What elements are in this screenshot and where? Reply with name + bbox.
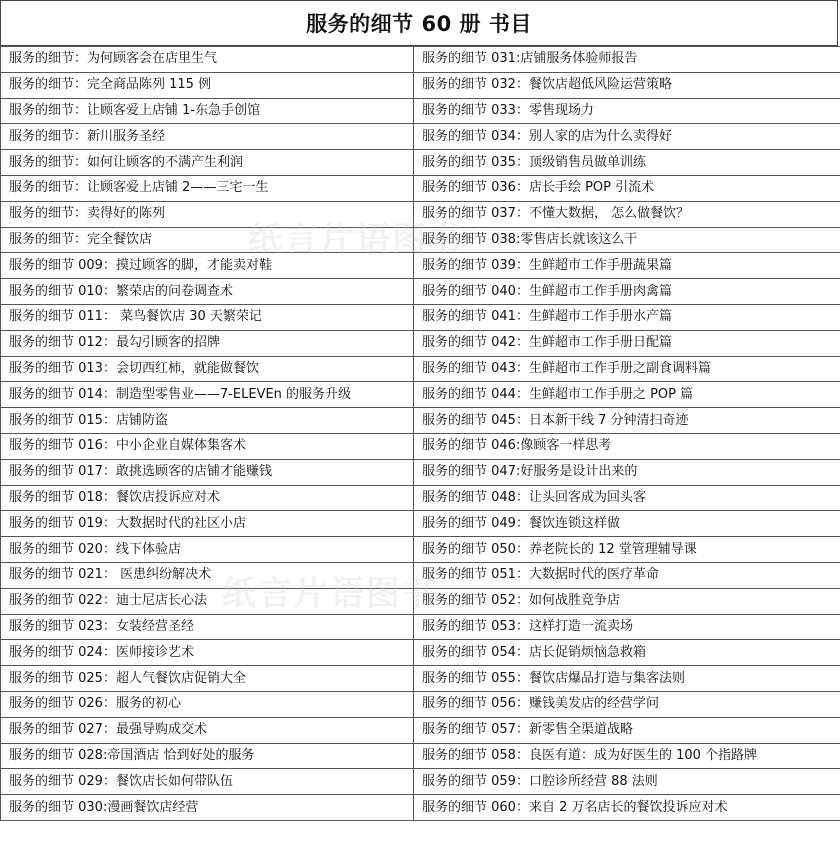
- table-row: [1, 666, 840, 692]
- table-row: [1, 124, 840, 150]
- page-title: 服务的细节 60 册 书目: [306, 12, 532, 36]
- book-title-left: 服务的细节 022：迪士尼店长心法: [1, 588, 414, 614]
- table-row: [1, 717, 840, 743]
- book-title-left: 服务的细节 030:漫画餐饮店经营: [1, 795, 414, 821]
- book-title-left: 服务的细节 015：店铺防盗: [1, 408, 414, 434]
- book-title-right: 服务的细节 045：日本新干线 7 分钟清扫奇迹: [414, 408, 840, 434]
- book-title-right: 服务的细节 054：店长促销烦恼急救箱: [414, 640, 840, 666]
- book-title-right: 服务的细节 053：这样打造一流卖场: [414, 614, 840, 640]
- book-title-right: 服务的细节 041：生鲜超市工作手册水产篇: [414, 304, 840, 330]
- book-title-right: 服务的细节 036：店长手绘 POP 引流术: [414, 175, 840, 201]
- book-title-left: 服务的细节：新川服务圣经: [1, 124, 414, 150]
- book-title-right: 服务的细节 037：不懂大数据， 怎么做餐饮？: [414, 201, 840, 227]
- table-row: [1, 72, 840, 98]
- table-row: [1, 769, 840, 795]
- table-row: [1, 485, 840, 511]
- table-row: [1, 408, 840, 434]
- book-title-left: 服务的细节 027：最强导购成交术: [1, 717, 414, 743]
- book-title-right: 服务的细节 056：赚钱美发店的经营学问: [414, 691, 840, 717]
- book-title-right: 服务的细节 039：生鲜超市工作手册蔬果篇: [414, 253, 840, 279]
- book-title-right: 服务的细节 044：生鲜超市工作手册之 POP 篇: [414, 382, 840, 408]
- table-row: [1, 279, 840, 305]
- table-row: [1, 253, 840, 279]
- book-title-left: 服务的细节：如何让顾客的不满产生利润: [1, 150, 414, 176]
- table-row: [1, 537, 840, 563]
- book-title-left: 服务的细节 021： 医患纠纷解决术: [1, 562, 414, 588]
- table-row: [1, 330, 840, 356]
- table-row: [1, 640, 840, 666]
- book-title-left: 服务的细节：完全餐饮店: [1, 227, 414, 253]
- book-title-right: 服务的细节 033：零售现场力: [414, 98, 840, 124]
- book-title-left: 服务的细节 024：医师接诊艺术: [1, 640, 414, 666]
- book-title-right: 服务的细节 047:好服务是设计出来的: [414, 459, 840, 485]
- table-row: [1, 795, 840, 821]
- book-title-left: 服务的细节 013：会切西红柿，就能做餐饮: [1, 356, 414, 382]
- watermark-lower: 纸言片语图书: [222, 574, 438, 614]
- book-title-left: 服务的细节：为何顾客会在店里生气: [1, 47, 414, 73]
- book-title-right: 服务的细节 031:店铺服务体验师报告: [414, 47, 840, 73]
- book-title-left: 服务的细节：让顾客爱上店铺 1-东急手创馆: [1, 98, 414, 124]
- book-title-right: 服务的细节 043：生鲜超市工作手册之副食调料篇: [414, 356, 840, 382]
- book-title-right: 服务的细节 051：大数据时代的医疗革命: [414, 562, 840, 588]
- title-row: [0, 0, 838, 46]
- book-title-right: 服务的细节 034：别人家的店为什么卖得好: [414, 124, 840, 150]
- book-title-right: 服务的细节 038:零售店长就该这么干: [414, 227, 840, 253]
- table-row: [1, 691, 840, 717]
- book-title-left: 服务的细节 028:帝国酒店 恰到好处的服务: [1, 743, 414, 769]
- book-title-right: 服务的细节 060：来自 2 万名店长的餐饮投诉应对术: [414, 795, 840, 821]
- table-row: [1, 588, 840, 614]
- book-list-body: [1, 47, 840, 821]
- table-row: [1, 227, 840, 253]
- table-row: [1, 614, 840, 640]
- book-title-left: 服务的细节 020：线下体验店: [1, 537, 414, 563]
- book-title-right: 服务的细节 040：生鲜超市工作手册肉禽篇: [414, 279, 840, 305]
- book-title-right: 服务的细节 049：餐饮连锁这样做: [414, 511, 840, 537]
- table-row: [1, 98, 840, 124]
- table-row: [1, 304, 840, 330]
- book-list-table: [0, 46, 840, 821]
- watermark-upper: 纸言片语图书: [248, 220, 464, 260]
- book-title-left: 服务的细节：让顾客爱上店铺 2——三宅一生: [1, 175, 414, 201]
- book-title-right: 服务的细节 048：让头回客成为回头客: [414, 485, 840, 511]
- book-title-left: 服务的细节 023：女装经营圣经: [1, 614, 414, 640]
- book-title-left: 服务的细节 011： 菜鸟餐饮店 30 天繁荣记: [1, 304, 414, 330]
- book-title-right: 服务的细节 052：如何战胜竞争店: [414, 588, 840, 614]
- book-title-right: 服务的细节 059：口腔诊所经营 88 法则: [414, 769, 840, 795]
- book-title-right: 服务的细节 058：良医有道：成为好医生的 100 个指路牌: [414, 743, 840, 769]
- table-row: [1, 433, 840, 459]
- book-title-right: 服务的细节 046:像顾客一样思考: [414, 433, 840, 459]
- book-title-right: 服务的细节 050：养老院长的 12 堂管理辅导课: [414, 537, 840, 563]
- table-row: [1, 47, 840, 73]
- book-title-right: 服务的细节 032：餐饮店超低风险运营策略: [414, 72, 840, 98]
- table-row: [1, 356, 840, 382]
- book-title-left: 服务的细节 016：中小企业自媒体集客术: [1, 433, 414, 459]
- book-title-left: 服务的细节 009：摸过顾客的脚，才能卖对鞋: [1, 253, 414, 279]
- table-row: [1, 459, 840, 485]
- table-row: [1, 175, 840, 201]
- book-title-left: 服务的细节 014：制造型零售业——7-ELEVEn 的服务升级: [1, 382, 414, 408]
- book-title-left: 服务的细节 018：餐饮店投诉应对术: [1, 485, 414, 511]
- book-title-right: 服务的细节 057：新零售全渠道战略: [414, 717, 840, 743]
- table-row: [1, 201, 840, 227]
- book-title-right: 服务的细节 055：餐饮店爆品打造与集客法则: [414, 666, 840, 692]
- book-title-left: 服务的细节 025：超人气餐饮店促销大全: [1, 666, 414, 692]
- book-title-left: 服务的细节 019：大数据时代的社区小店: [1, 511, 414, 537]
- book-title-left: 服务的细节 010：繁荣店的问卷调查术: [1, 279, 414, 305]
- book-title-left: 服务的细节 012：最勾引顾客的招牌: [1, 330, 414, 356]
- table-row: [1, 743, 840, 769]
- book-title-right: 服务的细节 042：生鲜超市工作手册日配篇: [414, 330, 840, 356]
- book-title-left: 服务的细节 029：餐饮店长如何带队伍: [1, 769, 414, 795]
- table-row: [1, 511, 840, 537]
- book-title-right: 服务的细节 035：顶级销售员做单训练: [414, 150, 840, 176]
- book-title-left: 服务的细节：卖得好的陈列: [1, 201, 414, 227]
- table-row: [1, 562, 840, 588]
- table-row: [1, 150, 840, 176]
- book-title-left: 服务的细节 017：敢挑选顾客的店铺才能赚钱: [1, 459, 414, 485]
- book-title-left: 服务的细节：完全商品陈列 115 例: [1, 72, 414, 98]
- book-title-left: 服务的细节 026：服务的初心: [1, 691, 414, 717]
- table-row: [1, 382, 840, 408]
